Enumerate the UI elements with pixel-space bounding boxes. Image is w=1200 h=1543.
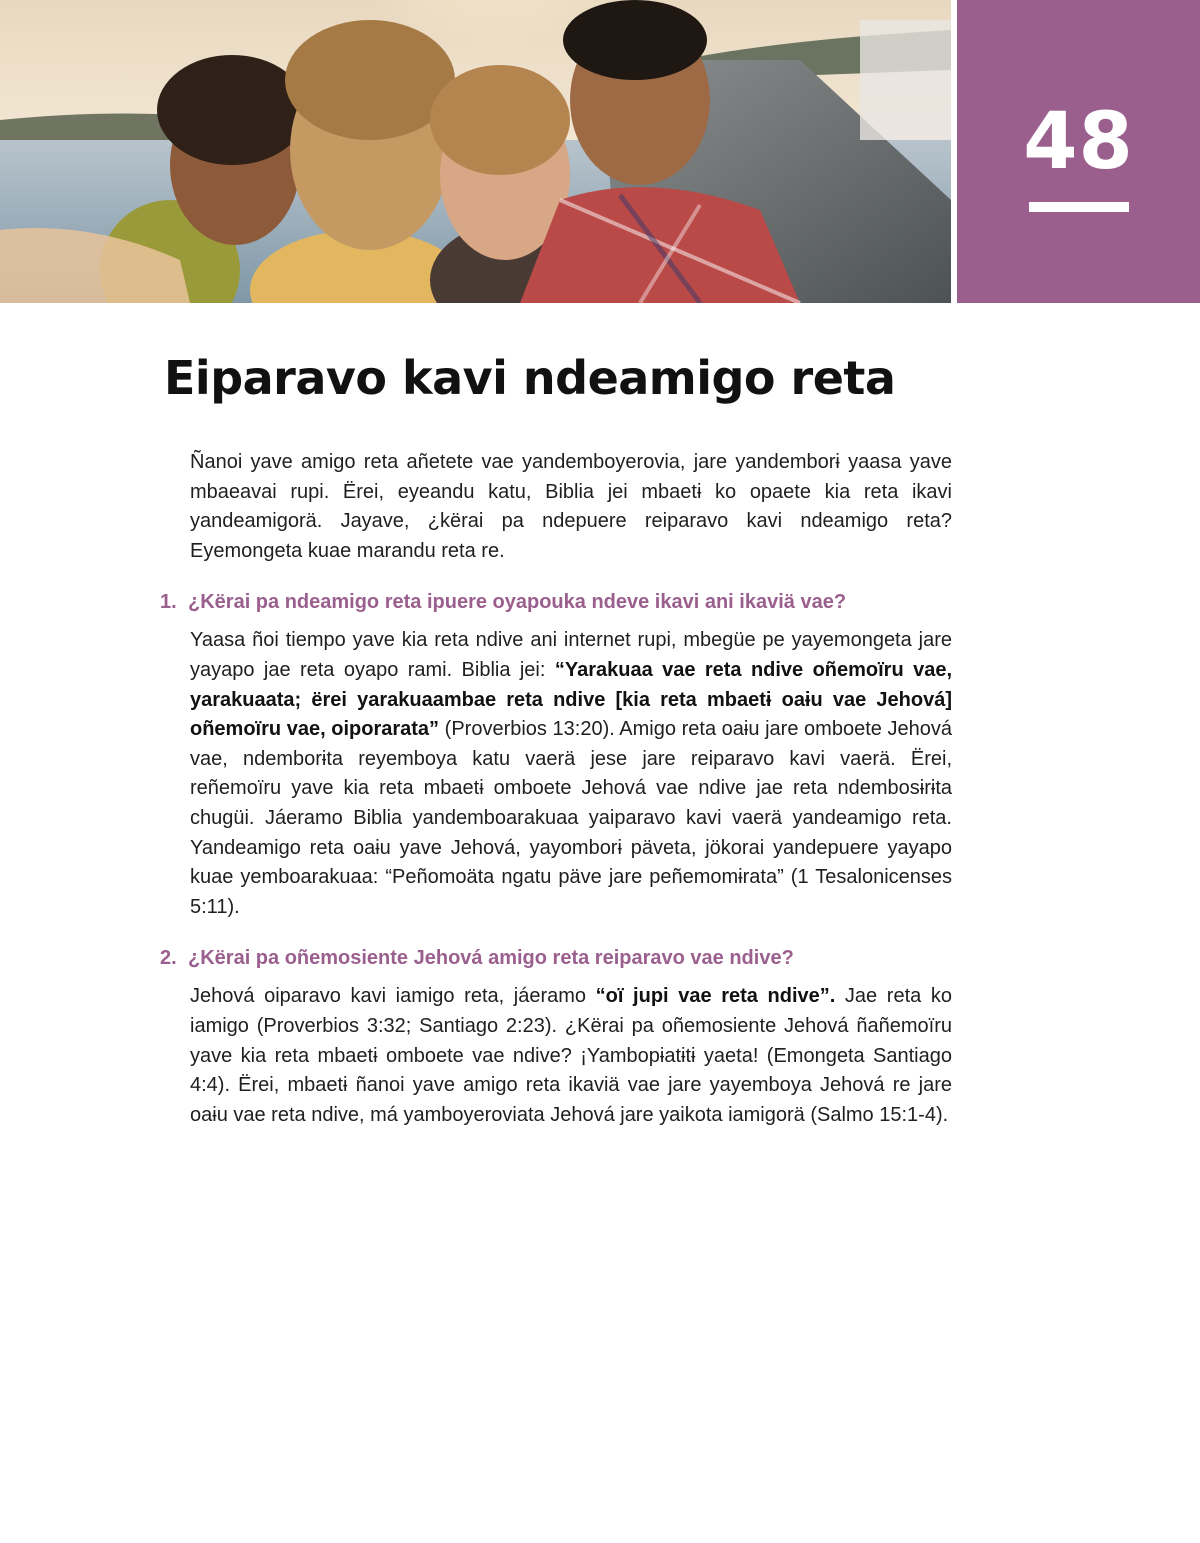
- answer-1-paragraph: [190, 626, 952, 922]
- lesson-number-underline: [1029, 202, 1129, 212]
- question-2-text: ¿Kërai pa oñemosiente Jehová amigo reta reiparavo vae ndive?: [188, 947, 794, 970]
- question-1-text: ¿Kërai pa ndeamigo reta ipuere oyapouka ndeve ikavi ani ikaviä vae?: [188, 591, 847, 614]
- page-title: Eiparavo kavi ndeamigo reta: [164, 351, 896, 405]
- answer-2-text-start: Jehová oiparavo kavi iamigo reta, jáeramo: [190, 985, 596, 1008]
- answer-2-paragraph: [190, 982, 952, 1130]
- answer-1-text-end: (Proverbios 13:20). Amigo reta oaɨu jare omboete Jehová vae, ndemborɨta reyemboya katu vaerä jese jare reiparavo kavi vaerä. Ërei, reñemoïru yave kia reta mbaetɨ omboete Jehová vae ndive jae reta ndembosɨrɨta chugüi. Jáeramo Biblia yandemboarakuaa yaiparavo kavi vaerä yandeamigo reta. Yandeamigo reta oaɨu yave Jehová, yayomborɨ päveta, jökorai yandepuere yayapo kuae yemboarakuaa: “Peñomoäta ngatu päve jare peñemomɨrata” (1 Tesalonicenses 5:11).: [190, 718, 952, 918]
- answer-2-text-end: Jae reta ko iamigo (Proverbios 3:32; Santiago 2:23). ¿Kërai pa oñemosiente Jehová ñañemoïru yave kia reta mbaetɨ omboete vae ndive? ¡Yambopɨatɨtɨ yaeta! (Emongeta Santiago 4:4). Ërei, mbaetɨ ñanoi yave amigo reta ikaviä vae jare yayemboya Jehová re jare oaɨu vae reta ndive, má yamboyeroviata Jehová jare yaikota iamigorä (Salmo 15:1-4).: [190, 985, 952, 1126]
- lesson-number-box: [957, 0, 1200, 303]
- lesson-number: 48: [1023, 97, 1134, 187]
- question-1-number: 1.: [160, 591, 177, 614]
- question-2-number: 2.: [160, 947, 177, 970]
- answer-1-text-start: Yaasa ñoi tiempo yave kia reta ndive ani internet rupi, mbegüe pe yayemongeta jare yayapo jae reta oyapo rami. Biblia jei:: [190, 629, 952, 681]
- hero-photo: [0, 0, 951, 303]
- lesson-content: [160, 448, 952, 1130]
- intro-paragraph: Ñanoi yave amigo reta añetete vae yandemboyerovia, jare yandemborɨ yaasa yave mbaeavai rupi. Ërei, eyeandu katu, Biblia jei mbaetɨ ko opaete kia reta ikavi yandeamigorä. Jayave, ¿kërai pa ndepuere reiparavo kavi ndeamigo reta? Eyemongeta kuae marandu reta re.: [190, 451, 952, 562]
- answer-2-bold-quote: “oï jupi vae reta ndive”.: [595, 985, 836, 1008]
- question-2: [160, 944, 952, 972]
- answer-1-bold-quote: “Yarakuaa vae reta ndive oñemoïru vae, yarakuaata; ërei yarakuaambae reta ndive [kia reta mbaetɨ oaɨu vae Jehová] oñemoïru vae, oiporarata”: [190, 658, 953, 741]
- question-1: [160, 588, 952, 616]
